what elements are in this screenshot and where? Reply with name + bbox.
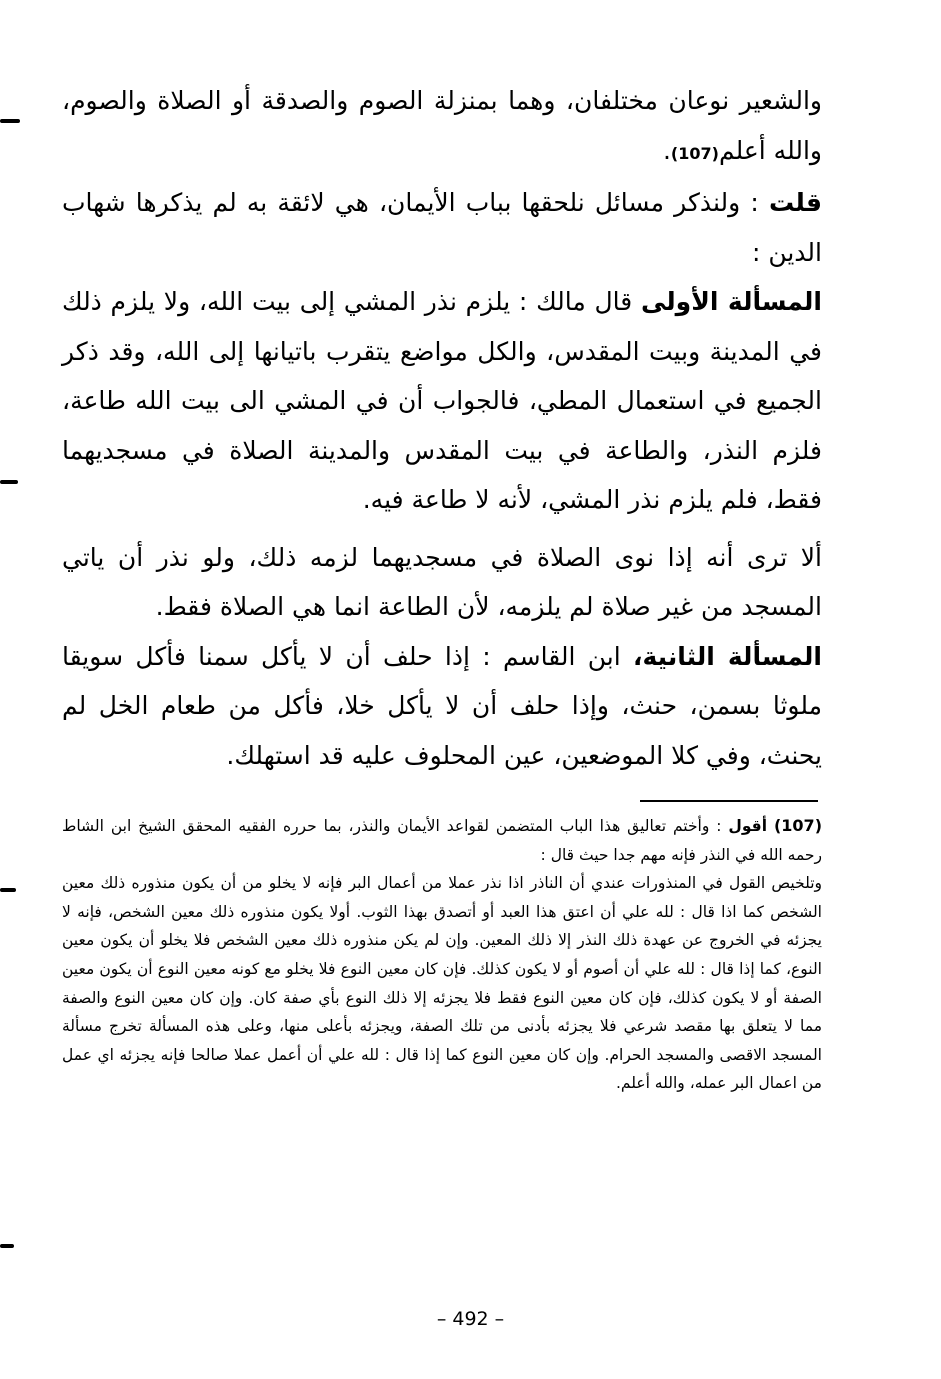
footnote [62, 812, 822, 1098]
paragraph [62, 76, 822, 178]
margin-mark [0, 119, 20, 123]
paragraph-text: ابن القاسم : إذا حلف أن لا يأكل سمنا فأكل سويقا ملوثا بسمن، حنث، وإذا حلف أن لا يأكل خلا، فأكل من طعام الخل لم يحنث، وفي كلا الموضعين، عين المحلوف عليه قد استهلك. [62, 641, 822, 770]
footnote-separator [640, 800, 818, 802]
paragraph-tail: . [662, 135, 671, 165]
paragraph-heading: المسألة الثانية، [633, 641, 822, 671]
margin-mark [0, 888, 16, 892]
main-text [62, 76, 822, 780]
margin-mark [0, 1244, 14, 1248]
footnote-number: (107) [773, 816, 822, 835]
paragraph [62, 277, 822, 525]
footnote-intro [62, 812, 822, 869]
paragraph-text: والشعير نوعان مختلفان، وهما بمنزلة الصوم والصدقة أو الصلاة والصوم، والله أعلم [62, 86, 822, 165]
paragraph-text: : ولنذكر مسائل نلحقها بباب الأيمان، هي لائقة به لم يذكرها شهاب الدين : [62, 188, 822, 267]
footnote-body: وتلخيص القول في المنذورات عندي أن الناذر اذا نذر عملا من أعمال البر فإنه لا يخلو من أن يكون منذوره ذلك معين الشخص كما اذا قال : لله علي أن اعتق هذا العبد أو أتصدق بهذا الثوب. أولا يكون منذوره ذلك معين الشخص، فإنه لا يجزئه في الخروج عن عهدة ذلك النذر إلا ذلك المعين. وإن لم يكن منذوره ذلك معين الشخص فلا يخلو أن يكون معين النوع، كما إذا قال : لله علي أن أصوم أو لا يكون كذلك. فإن كان معين النوع فلا يخلو مع كونه معين النوع أن يكون معين الصفة أو لا يكون كذلك، فإن كان معين النوع فقط فلا يجزئه إلا ذلك النوع بأي صفة كان. وإن كان معين النوع والصفة مما لا يتعلق بها مقصد شرعي فلا يجزئه بأدنى من تلك الصفة، ويجزئه بأعلى منها، وعلى هذه المسألة تخرج مسألة المسجد الاقصى والمسجد الحرام. وإن كان معين النوع كما إذا قال : لله علي أن أعمل عملا صالحا فإنه يجزئه اي عمل من اعمال البر عمله، والله أعلم. [62, 874, 822, 1093]
paragraph-text: ألا ترى أنه إذا نوى الصلاة في مسجديهما لزمه ذلك، ولو نذر أن ياتي المسجد من غير صلاة لم يلزمه، لأن الطاعة انما هي الصلاة فقط. [62, 542, 822, 621]
footnote-reference: (107) [670, 143, 719, 163]
paragraph-text: قال مالك : يلزم نذر المشي إلى بيت الله، ولا يلزم ذلك في المدينة وبيت المقدس، والكل مواضع يتقرب باتيانها إلى الله، وقد ذكر الجميع في استعمال المطي، فالجواب أن في المشي الى بيت الله طاعة، فلزم النذر، والطاعة في بيت المقدس والمدينة الصلاة في مسجديهما فقط، فلم يلزم نذر المشي، لأنه لا طاعة فيه. [62, 287, 822, 514]
paragraph [62, 632, 822, 781]
margin-mark [0, 480, 18, 484]
paragraph-heading: المسألة الأولى [641, 287, 822, 316]
footnote-intro-text: : وأختم تعاليق هذا الباب المتضمن لقواعد الأيمان والنذر، بما حرره الفقيه المحقق الشيخ ابن الشاط رحمه الله في النذر فإنه مهم جدا حيث قال : [62, 817, 822, 864]
paragraph [62, 178, 822, 277]
paragraph [62, 533, 822, 632]
footnote-lead: أقول [728, 817, 768, 835]
page-number: – 492 – [436, 1308, 505, 1330]
paragraph-heading: قلت [768, 188, 822, 217]
